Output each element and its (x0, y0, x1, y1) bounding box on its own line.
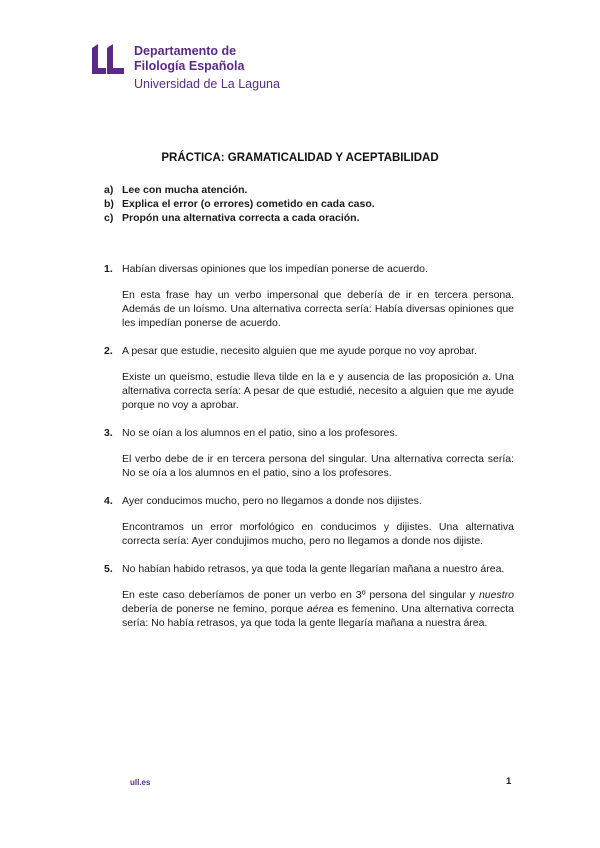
exercise-number: 1. (104, 263, 113, 275)
exercise-item (104, 494, 514, 548)
footer-site-link[interactable]: ull.es (130, 778, 151, 787)
answer-part: debería de ponerse ne femino, porque (122, 603, 307, 615)
question-text: Ayer conducimos mucho, pero no llegamos a donde nos dijistes. (122, 495, 422, 507)
question-text: Habían diversas opiniones que los impedían ponerse de acuerdo. (122, 263, 428, 275)
answer-text: En esta frase hay un verbo impersonal que debería de ir en tercera persona. Además de un loísmo. Una alternativa correcta sería: Había diversas opiniones que les impedían ponerse de acuerdo. (122, 289, 514, 329)
page-number: 1 (506, 776, 512, 787)
instruction-label: c) (104, 212, 114, 224)
header (92, 44, 280, 92)
exercise-number: 4. (104, 495, 113, 507)
exercise-question (104, 262, 514, 276)
instruction-item (104, 197, 375, 211)
question-text: No se oían a los alumnos en el patio, sino a los profesores. (122, 427, 398, 439)
exercise-number: 3. (104, 427, 113, 439)
answer-part: Existe un queísmo, estudie lleva tilde en la e y ausencia de las proposición (122, 371, 483, 383)
question-text: No habían habido retrasos, ya que toda la gente llegarían mañana a nuestro área. (122, 563, 505, 575)
question-text: A pesar que estudie, necesito alguien que me ayude porque no voy aprobar. (122, 345, 477, 357)
page-title: PRÁCTICA: GRAMATICALIDAD Y ACEPTABILIDAD (161, 152, 439, 164)
department-line-2: Filología Española (134, 59, 245, 73)
exercise-question (104, 562, 514, 576)
university-name: Universidad de La Laguna (134, 77, 280, 91)
instruction-text: Lee con mucha atención. (122, 184, 248, 196)
instruction-item (104, 183, 375, 197)
answer-part: es femenino. Una alternativa correcta sería: No había retrasos, ya que toda la gente llegaría mañana a nuestra área. (122, 603, 514, 629)
exercise-item (104, 262, 514, 330)
instruction-text: Propón una alternativa correcta a cada oración. (122, 212, 360, 224)
ull-logo-icon (92, 44, 124, 78)
answer-text (122, 588, 514, 630)
exercise-question (104, 426, 514, 440)
header-text (134, 44, 280, 92)
instruction-text: Explica el error (o errores) cometido en cada caso. (122, 198, 375, 210)
exercise-number: 5. (104, 563, 113, 575)
answer-text: El verbo debe de ir en tercera persona del singular. Una alternativa correcta sería: No se oía a los alumnos en el patio, sino a los profesores. (122, 453, 514, 479)
answer-italic: nuestro (478, 589, 514, 601)
answer-italic: a (482, 371, 489, 383)
instruction-label: b) (104, 198, 114, 210)
answer-part: . Una alternativa correcta sería: A pesar de que estudié, necesito a alguien que me ayude porque no voy a aprobar. (122, 371, 514, 411)
exercise-question (104, 344, 514, 358)
answer-italic: aérea (306, 603, 334, 615)
exercise-item (104, 426, 514, 480)
instruction-item (104, 211, 375, 225)
answer-part: En este caso deberíamos de poner un verbo en 3º persona del singular y (122, 589, 479, 601)
exercise-question (104, 494, 514, 508)
instructions-list (104, 183, 375, 225)
answer-text (122, 370, 514, 412)
answer-text: Encontramos un error morfológico en conducimos y dijistes. Una alternativa correcta sería: Ayer condujimos mucho, pero no llegamos a donde nos dijiste. (122, 521, 514, 547)
instruction-label: a) (104, 184, 114, 196)
exercise-item (104, 562, 514, 630)
department-line-1: Departamento de (134, 44, 237, 58)
exercise-list (104, 262, 514, 644)
exercise-item (104, 344, 514, 412)
exercise-number: 2. (104, 345, 113, 357)
